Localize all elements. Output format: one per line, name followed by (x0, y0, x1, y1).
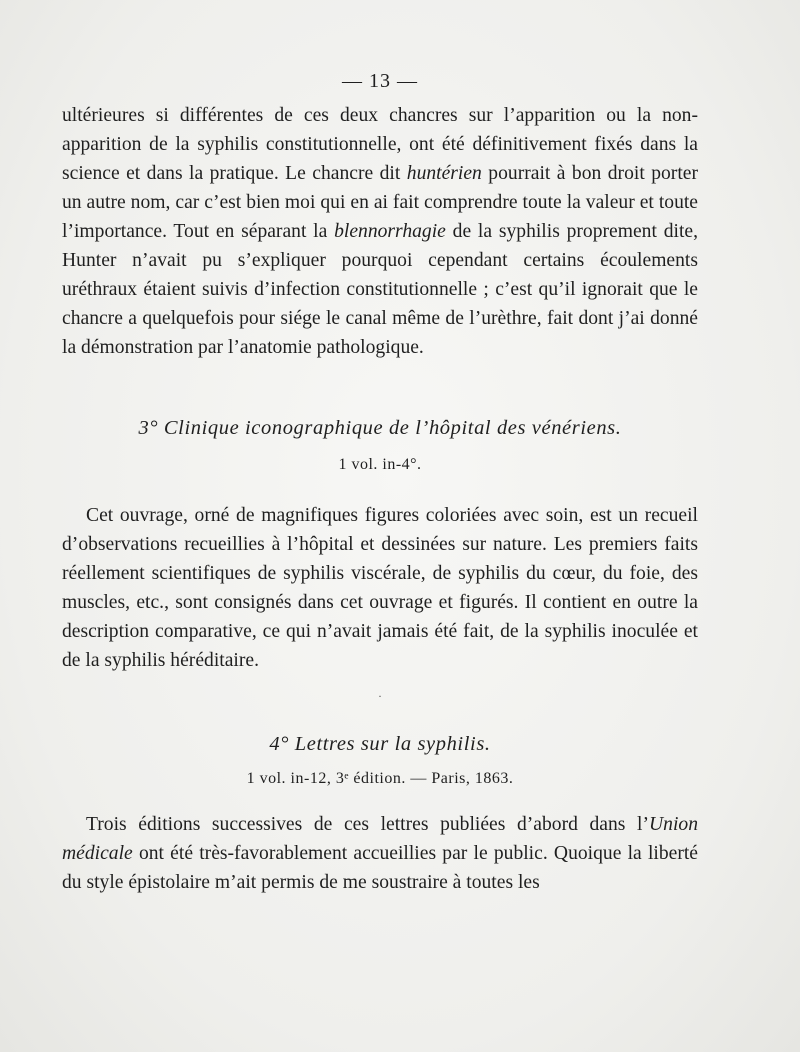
text-column (62, 70, 698, 897)
decorative-dot: · (378, 689, 382, 703)
intro-text-3: de la syphilis proprement dite, Hunter n’avait pu s’expliquer pourquoi cependant certains écoulements uréthraux étaient suivis d’infection constitutionnelle ; c’est qu’il ignorait que le chancre a quelquefois pour siége le canal même de l’urèthre, fait dont j’ai donné la démonstration par l’anatomie pathologique. (62, 221, 698, 358)
intro-text-2: pourrait à bon droit porter un autre nom, car c’est bien moi qui en ai fait comprendre toute la valeur et toute l’importance. Tout en séparant la (62, 163, 698, 242)
section-3-paragraph: Cet ouvrage, orné de magnifiques figures coloriées avec soin, est un recueil d’observations recueillies à l’hôpital et dessinées sur nature. Les premiers faits réellement scientifiques de syphilis viscérale, de syphilis du cœur, du foie, des muscles, etc., sont consignés dans cet ouvrage et figurés. Il contient en outre la description comparative, ce qui n’avait jamais été fait, de la syphilis inoculée et de la syphilis héréditaire. (62, 505, 698, 671)
section-4-text-2: ont été très-favorablement accueillies par le public. Quoique la liberté du style épistolaire m’ait permis de me soustraire à toutes les (62, 843, 698, 893)
intro-italic-hunterien: huntérien (406, 163, 482, 184)
section-4-text-1: Trois éditions successives de ces lettres publiées d’abord dans l’ (86, 814, 650, 835)
intro-paragraph (62, 101, 698, 362)
page-number: — 13 — (342, 70, 418, 92)
section-3-heading: 3° Clinique iconographique de l’hôpital des vénériens. (138, 417, 622, 439)
section-4-paragraph (62, 810, 698, 897)
section-4-heading: 4° Lettres sur la syphilis. (269, 733, 491, 755)
section-3-volume: 1 vol. in-4°. (338, 456, 422, 473)
intro-text-1: ultérieures si différentes de ces deux chancres sur l’apparition ou la non-apparition de la syphilis constitutionnelle, ont été définitivement fixés dans la science et dans la pratique. Le chancre dit (62, 105, 698, 184)
section-4-italic-union-medicale: Union médicale (62, 814, 698, 864)
intro-italic-blennorrhagie: blennorrhagie (334, 221, 446, 242)
section-4-volume: 1 vol. in-12, 3ᵉ édition. — Paris, 1863. (246, 770, 514, 787)
